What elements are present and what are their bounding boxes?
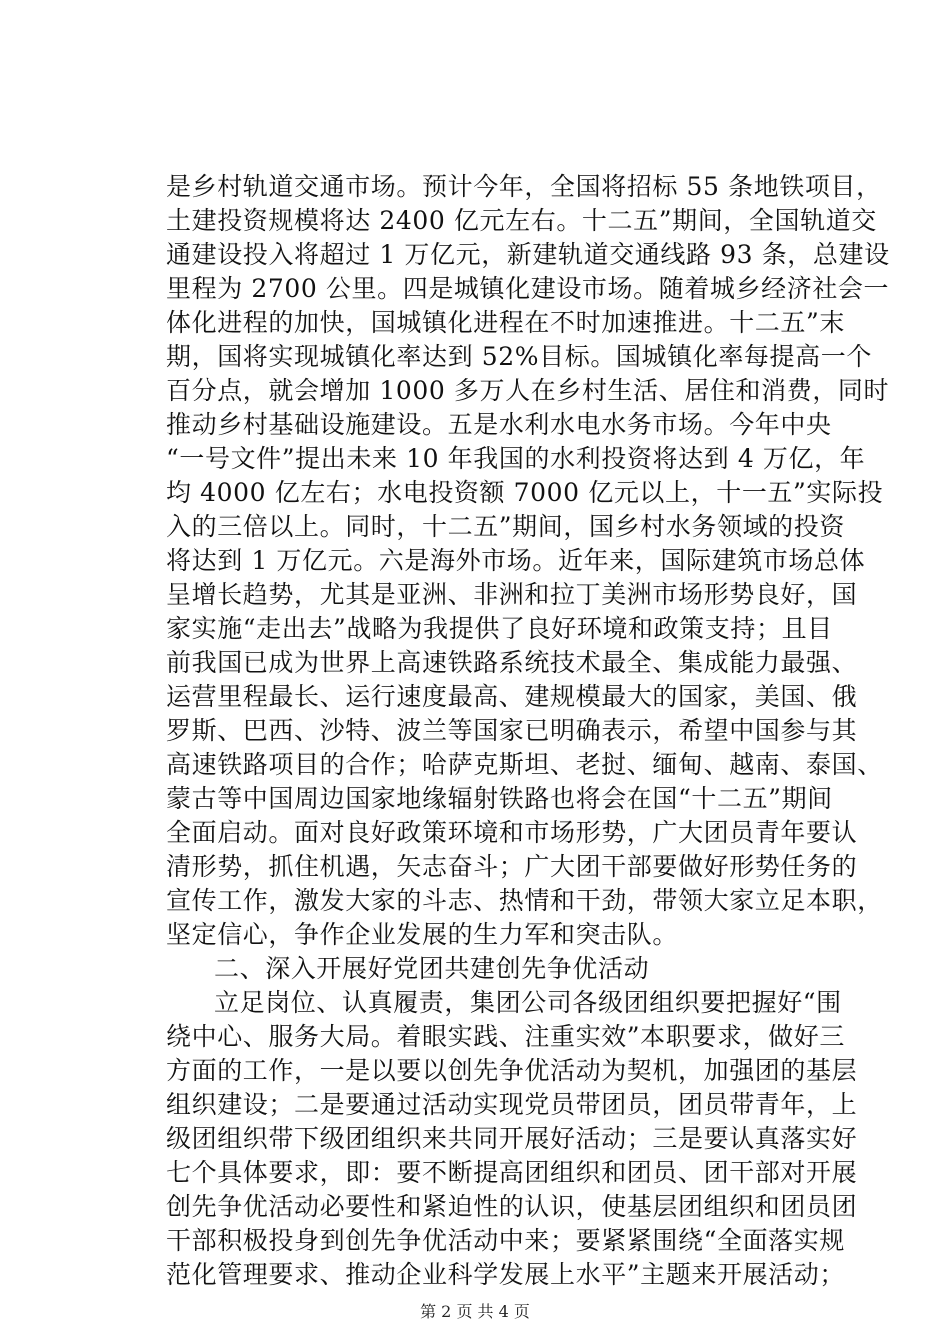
section-heading: 二、深入开展好党团共建创先争优活动: [214, 954, 650, 983]
body-line: 呈增长趋势，尤其是亚洲、非洲和拉丁美洲市场形势良好，国: [166, 580, 858, 609]
body-line: 方面的工作，一是以要以创先争优活动为契机，加强团的基层: [166, 1056, 858, 1085]
page-number-footer: 第 2 页 共 4 页: [420, 1302, 530, 1321]
body-line: 将达到 1 万亿元。六是海外市场。近年来，国际建筑市场总体: [166, 546, 866, 575]
body-line: 里程为 2700 公里。四是城镇化建设市场。随着城乡经济社会一: [166, 274, 890, 303]
body-line: 运营里程最长、运行速度最高、建规模最大的国家，美国、俄: [166, 682, 858, 711]
body-line: 是乡村轨道交通市场。预计今年，全国将招标 55 条地铁项目，: [166, 172, 882, 201]
body-line: “一号文件”提出未来 10 年我国的水利投资将达到 4 万亿，年: [166, 444, 866, 473]
body-line: 蒙古等中国周边国家地缘辐射铁路也将会在国“十二五”期间: [166, 784, 833, 813]
body-line: 宣传工作，激发大家的斗志、热情和干劲，带领大家立足本职，: [166, 886, 883, 915]
paragraph-first-line: 立足岗位、认真履责，集团公司各级团组织要把握好“围: [214, 988, 842, 1017]
body-line: 百分点，就会增加 1000 多万人在乡村生活、居住和消费，同时: [166, 376, 890, 405]
body-line: 均 4000 亿左右；水电投资额 7000 亿元以上，十一五”实际投: [166, 478, 884, 507]
body-line: 范化管理要求、推动企业科学发展上水平”主题来开展活动；: [166, 1260, 845, 1289]
body-line: 坚定信心，争作企业发展的生力军和突击队。: [166, 920, 679, 949]
body-line: 通建设投入将超过 1 万亿元，新建轨道交通线路 93 条，总建设: [166, 240, 890, 269]
body-line: 高速铁路项目的合作；哈萨克斯坦、老挝、缅甸、越南、泰国、: [166, 750, 883, 779]
body-line: 组织建设；二是要通过活动实现党员带团员，团员带青年，上: [166, 1090, 858, 1119]
body-line: 全面启动。面对良好政策环境和市场形势，广大团员青年要认: [166, 818, 858, 847]
body-line: 七个具体要求，即：要不断提高团组织和团员、团干部对开展: [166, 1158, 858, 1187]
body-line: 入的三倍以上。同时，十二五”期间，国乡村水务领域的投资: [166, 512, 845, 541]
body-line: 推动乡村基础设施建设。五是水利水电水务市场。今年中央: [166, 410, 832, 439]
body-line: 罗斯、巴西、沙特、波兰等国家已明确表示，希望中国参与其: [166, 716, 858, 745]
body-line: 期，国将实现城镇化率达到 52%目标。国城镇化率每提高一个: [166, 342, 872, 371]
body-line: 家实施“走出去”战略为我提供了良好环境和政策支持；且目: [166, 614, 833, 643]
body-line: 体化进程的加快，国城镇化进程在不时加速推进。十二五”末: [166, 308, 845, 337]
body-line: 干部积极投身到创先争优活动中来；要紧紧围绕“全面落实规: [166, 1226, 845, 1255]
body-line: 前我国已成为世界上高速铁路系统技术最全、集成能力最强、: [166, 648, 858, 677]
body-line: 绕中心、服务大局。着眼实践、注重实效”本职要求，做好三: [166, 1022, 845, 1051]
body-line: 级团组织带下级团组织来共同开展好活动；三是要认真落实好: [166, 1124, 858, 1153]
body-line: 土建投资规模将达 2400 亿元左右。十二五”期间，全国轨道交: [166, 206, 877, 235]
body-line: 创先争优活动必要性和紧迫性的认识，使基层团组织和团员团: [166, 1192, 858, 1221]
body-line: 清形势，抓住机遇，矢志奋斗；广大团干部要做好形势任务的: [166, 852, 858, 881]
